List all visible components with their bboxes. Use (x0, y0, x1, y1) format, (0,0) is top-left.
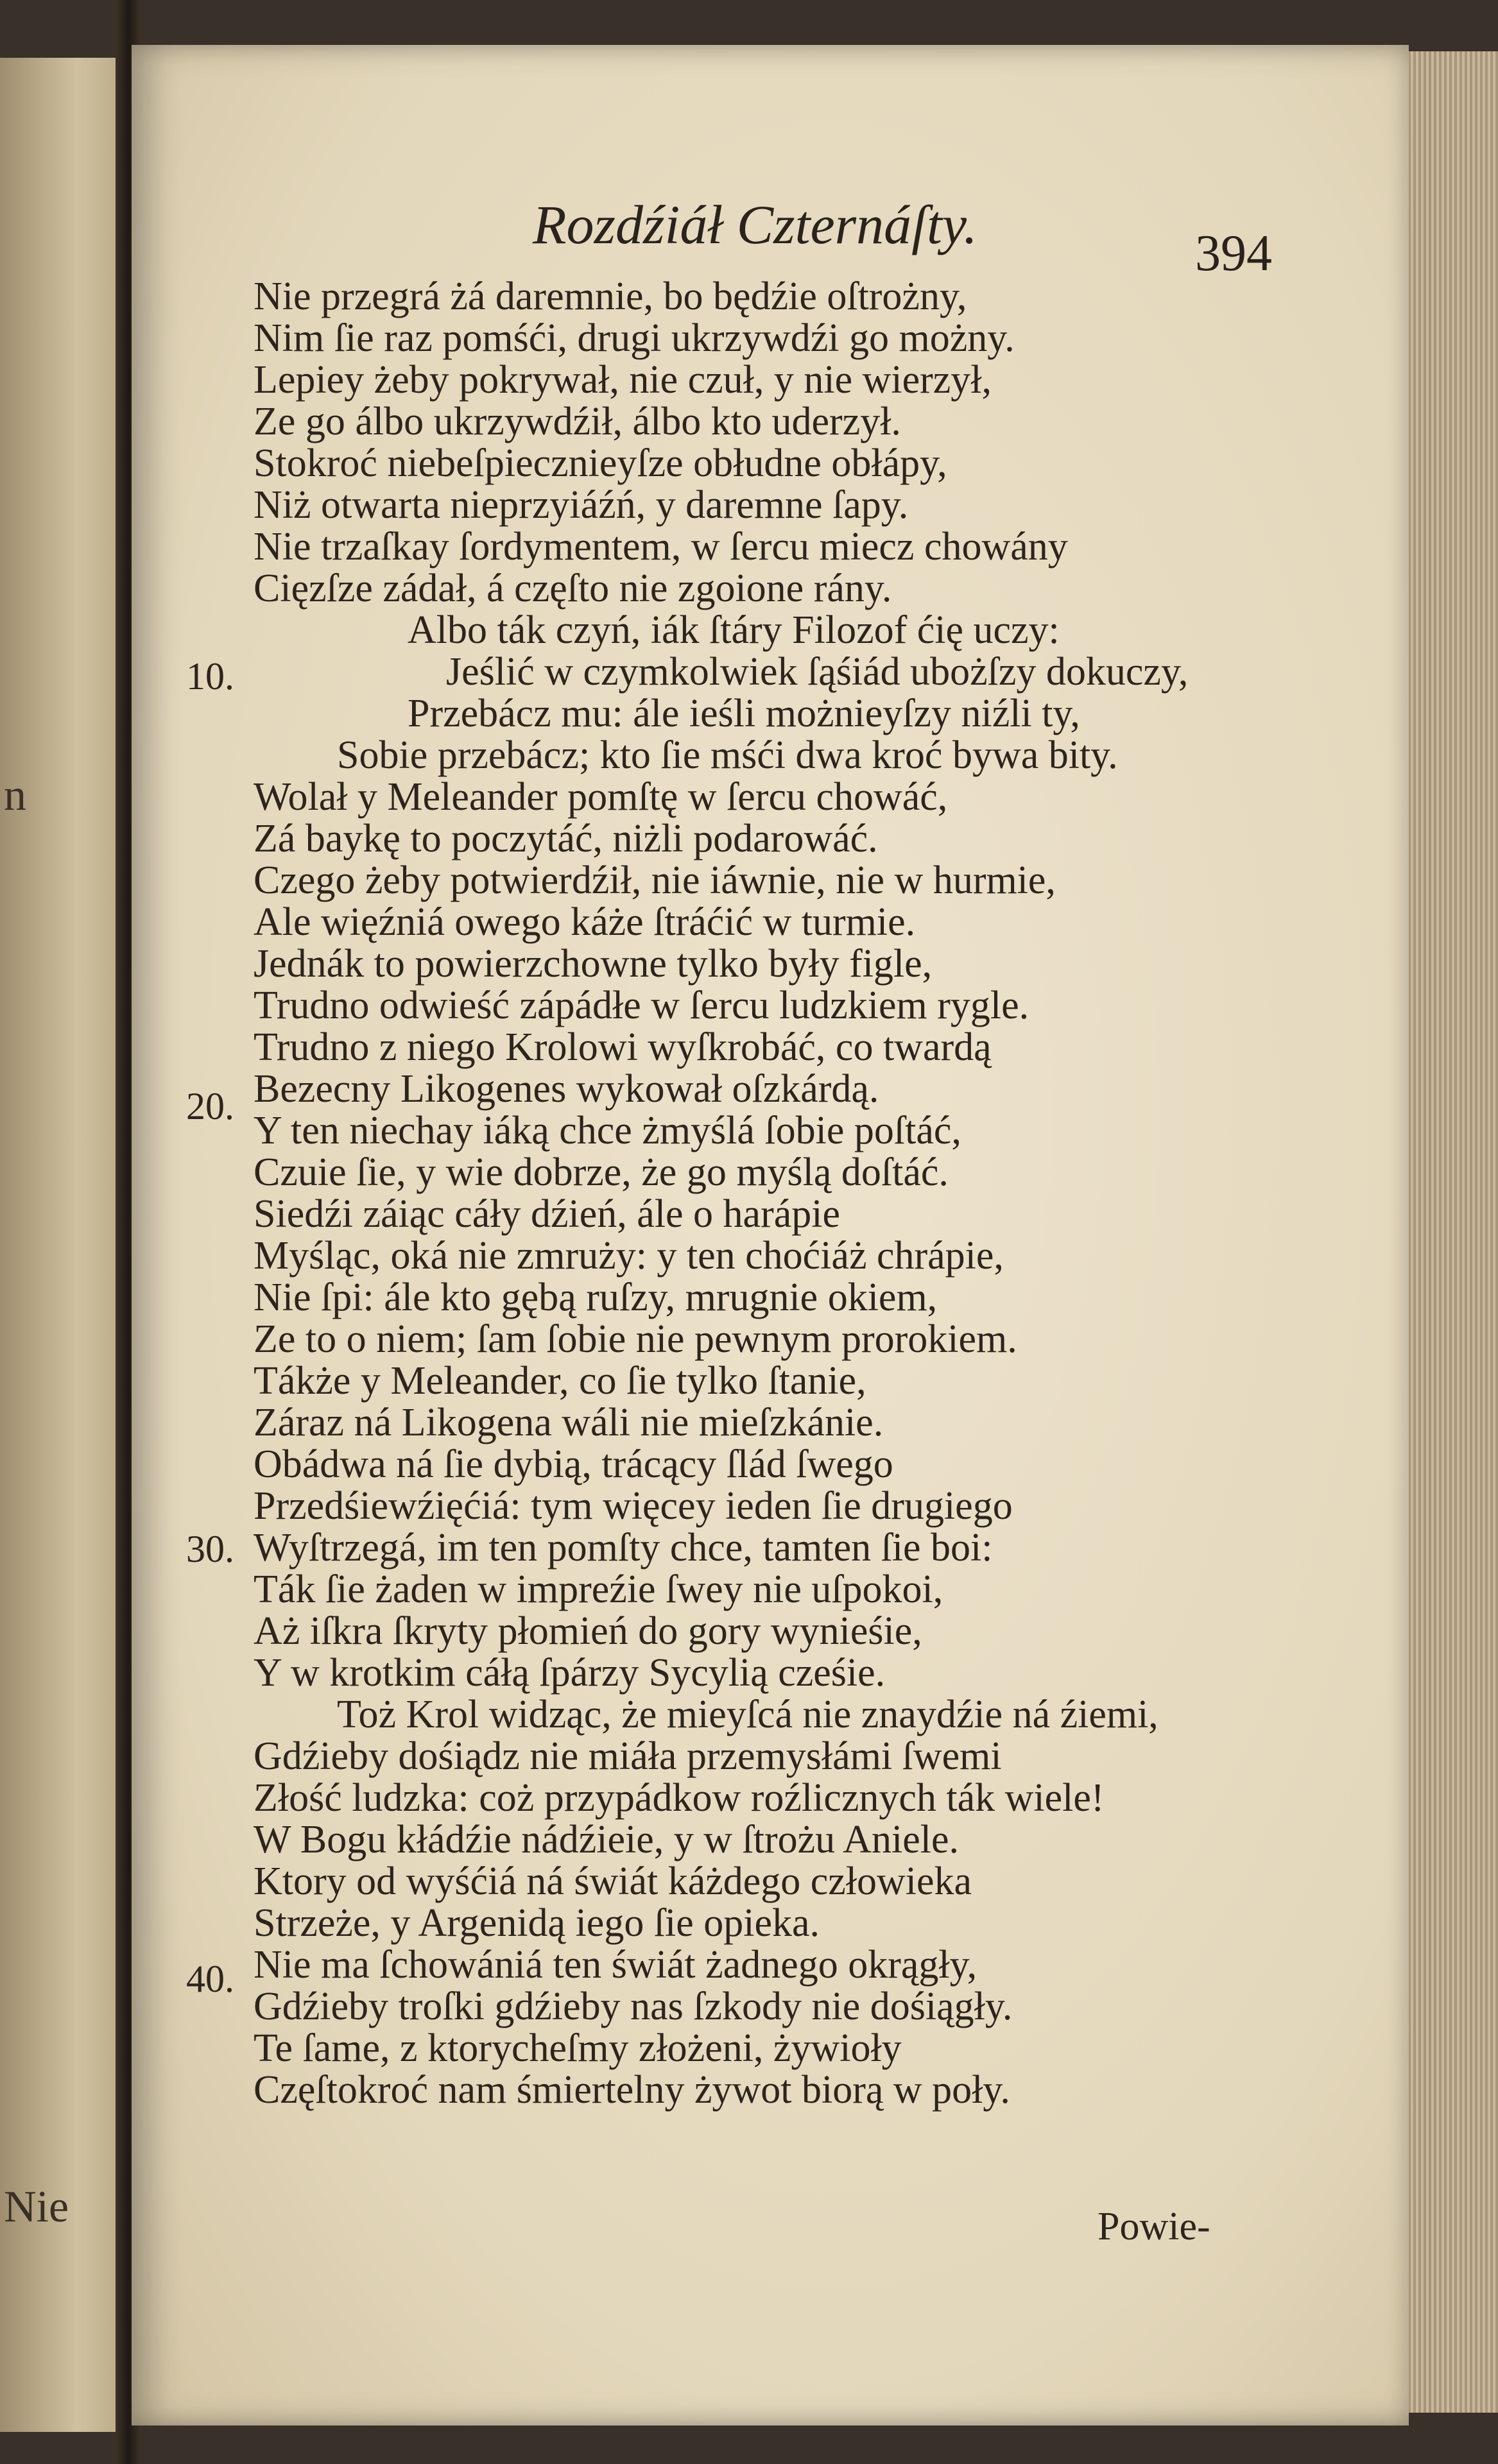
poem-text (254, 276, 1280, 2111)
verse-line: Tákże y Meleander, co ſie tylko ſtanie, (254, 1359, 866, 1403)
line-number: 30. (186, 1528, 234, 1570)
verse-line: Lepiey żeby pokrywał, nie czuł, y nie wierzył, (254, 358, 992, 402)
verse-line: Siedźi záiąc cáły dźień, ále o harápie (254, 1192, 840, 1236)
verse-line: Wolał y Meleander pomſtę w ſercu chowáć, (254, 775, 948, 819)
verse-line: Y ten niechay iáką chce żmyślá ſobie poſtáć, (254, 1109, 961, 1152)
running-head: Rozdźiáł Czternáſty. (533, 194, 977, 255)
verse-line: Trudno z niego Krolowi wyſkrobáć, co twardą (254, 1025, 992, 1069)
verse-line: Przedśiewźięćiá: tym więcey ieden ſie drugiego (254, 1484, 1013, 1528)
verse-line: Nie przegrá żá daremnie, bo będźie oſtrożny, (254, 275, 967, 318)
line-number: 10. (186, 655, 234, 697)
verse-line: Zá baykę to poczytáć, niżli podarowáć. (254, 817, 878, 860)
verse-line: Aż iſkra ſkryty płomień do gory wynieśie, (254, 1609, 922, 1653)
line-number: 20. (186, 1085, 234, 1127)
verse-line: Albo ták czyń, iák ſtáry Filozof ćię uczy: (408, 608, 1060, 652)
verse-line: Ale więźniá owego káże ſtráćić w turmie. (254, 900, 916, 944)
verse-line: W Bogu kłádźie nádźieie, y w ſtrożu Aniele. (254, 1818, 960, 1861)
verse-line: Czego żeby potwierdźił, nie iáwnie, nie w hurmie, (254, 859, 1056, 902)
verse-line: Myśląc, oká nie zmruży: y ten choćiáż chrápie, (254, 1234, 1004, 1278)
page-number: 394 (1195, 225, 1272, 282)
verse-line: Gdźieby dośiądz nie miáła przemysłámi ſwemi (254, 1734, 1002, 1778)
verse-line: Trudno odwieść zápádłe w ſercu ludzkiem rygle. (254, 984, 1029, 1027)
verse-line: Ktory od wyśćiá ná świát káżdego człowieka (254, 1860, 972, 1903)
verse-line: Toż Krol widząc, że mieyſcá nie znaydźie ná źiemi, (337, 1693, 1158, 1736)
verse-line: Nie trzaſkay ſordymentem, w ſercu miecz chowány (254, 525, 1068, 569)
verse-line: Czuie ſie, y wie dobrze, że go myślą doſtáć. (254, 1151, 949, 1194)
facing-page-margin-word: Nie (4, 2182, 69, 2232)
facing-page-margin-letter: n (4, 771, 26, 820)
verse-line: Stokroć niebeſpiecznieyſze obłudne obłápy, (254, 441, 947, 485)
verse-line: Obádwa ná ſie dybią, trácący ſlád ſwego (254, 1442, 893, 1486)
verse-line: Wyſtrzegá, im ten pomſty chce, tamten ſie boi: (254, 1526, 993, 1570)
verse-line: Ták ſie żaden w impreźie ſwey nie uſpokoi, (254, 1568, 943, 1611)
verse-line: Bezecny Likogenes wykował oſzkárdą. (254, 1067, 879, 1111)
verse-line: Przebácz mu: ále ieśli możnieyſzy niźli ty, (408, 692, 1080, 735)
verse-line: Ze to o niem; ſam ſobie nie pewnym prorokiem. (254, 1317, 1017, 1361)
facing-page-edge (0, 58, 128, 2432)
verse-line: Niż otwarta nieprzyiáźń, y daremne ſapy. (254, 483, 909, 527)
verse-line: Gdźieby troſki gdźieby nas ſzkody nie dośiągły. (254, 1985, 1013, 2028)
verse-line: Jednák to powierzchowne tylko były figle, (254, 942, 933, 986)
verse-line: Sobie przebácz; kto ſie mśći dwa kroć bywa bity. (337, 733, 1118, 777)
verse-line: Nim ſie raz pomśći, drugi ukrzywdźi go możny. (254, 316, 1015, 360)
verse-line: Strzeże, y Argenidą iego ſie opieka. (254, 1901, 820, 1945)
verse-line: Y w krotkim cáłą ſpárzy Sycylią cześie. (254, 1651, 886, 1695)
verse-line: Ze go álbo ukrzywdźił, álbo kto uderzył. (254, 400, 901, 443)
verse-line: Złość ludzka: coż przypádkow roźlicznych ták wiele! (254, 1776, 1105, 1820)
verse-line: Częſtokroć nam śmiertelny żywot biorą w poły. (254, 2068, 1010, 2112)
verse-line: Cięzſze zádał, á częſto nie zgoione rány. (254, 567, 892, 610)
verse-line: Te ſame, z ktorycheſmy złożeni, żywioły (254, 2026, 902, 2070)
catchword: Powie- (1098, 2205, 1210, 2248)
verse-line: Nie ſpi: ále kto gębą ruſzy, mrugnie okiem, (254, 1276, 938, 1319)
verse-line: Jeślić w czymkolwiek ſąśiád ubożſzy dokuczy, (446, 650, 1189, 694)
verse-line: Nie ma ſchowániá ten świát żadnego okrągły, (254, 1943, 977, 1987)
verse-line: Záraz ná Likogena wáli nie mieſzkánie. (254, 1401, 884, 1444)
line-number: 40. (186, 1958, 234, 2000)
